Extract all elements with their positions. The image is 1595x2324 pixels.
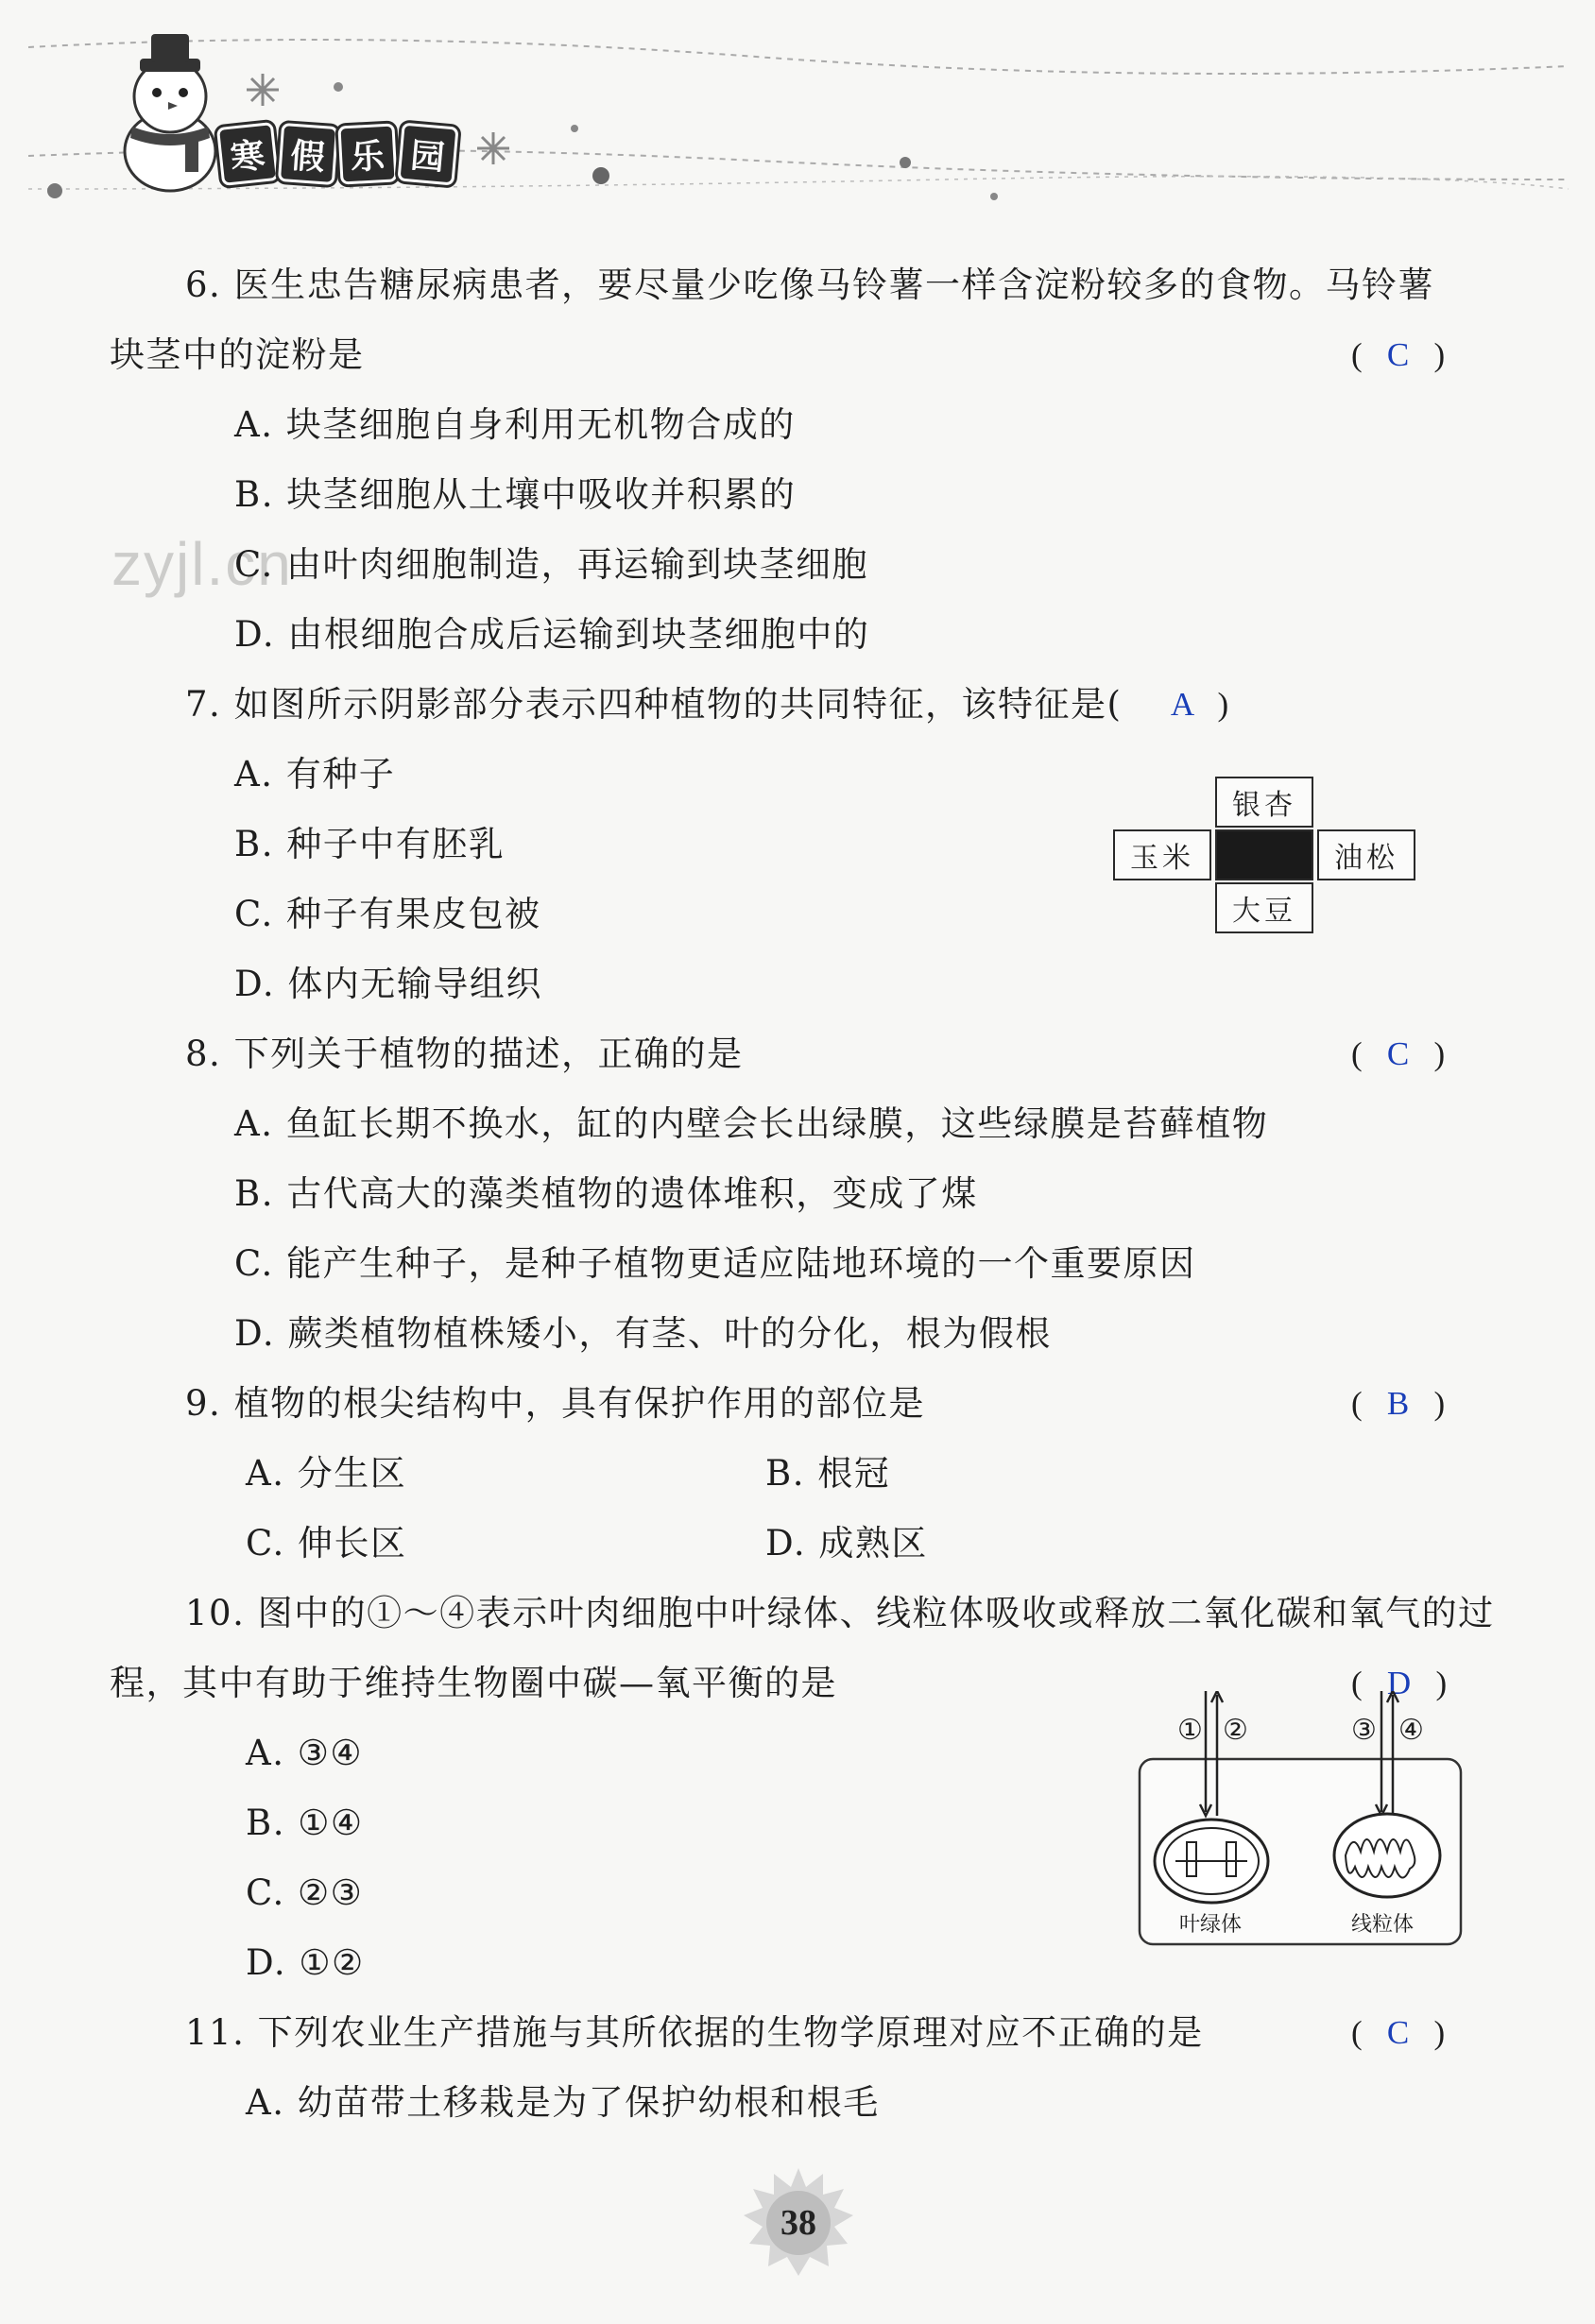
- organelle-diagram: [1138, 1691, 1463, 1956]
- question-8-answer: ( C ): [1351, 1035, 1446, 1072]
- option: D. 成熟区: [765, 1523, 928, 1564]
- question-10-stem: 10. 图中的①～④表示叶肉细胞中叶绿体、线粒体吸收或释放二氧化碳和氧气的过: [185, 1593, 1495, 1633]
- option: B. 块茎细胞从土壤中吸收并积累的: [234, 474, 797, 515]
- option: A. 幼苗带土移栽是为了保护幼根和根毛: [246, 2082, 880, 2123]
- option: B. 种子中有胚乳: [234, 824, 506, 864]
- cell-right: 油松: [1317, 829, 1415, 880]
- option: C. ②③: [246, 1872, 364, 1913]
- option: A. 分生区: [246, 1453, 407, 1494]
- question-7-answer: A ): [1170, 686, 1229, 723]
- option: A. 块茎细胞自身利用无机物合成的: [234, 404, 796, 445]
- banner-char: 乐: [337, 123, 397, 184]
- arrow-label: ③: [1351, 1714, 1377, 1747]
- banner-title: [219, 121, 455, 187]
- header-decoration: [0, 0, 1595, 227]
- page-number: 38: [780, 2203, 816, 2243]
- plant-cross-diagram: [1113, 777, 1423, 935]
- banner-char: 园: [397, 123, 458, 186]
- snowman-icon: [125, 34, 215, 191]
- answer-letter: C: [1386, 2014, 1410, 2051]
- option: A. 有种子: [234, 754, 396, 795]
- question-7-stem: 7. 如图所示阴影部分表示四种植物的共同特征，该特征是(: [185, 684, 1123, 725]
- cell-bottom: 大豆: [1215, 882, 1313, 933]
- option: C. 由叶肉细胞制造，再运输到块茎细胞: [234, 544, 869, 585]
- banner-char: 寒: [216, 122, 279, 186]
- answer-letter: C: [1386, 336, 1410, 373]
- option: B. 古代高大的藻类植物的遗体堆积，变成了煤: [234, 1173, 978, 1214]
- option: A. ③④: [246, 1733, 364, 1773]
- option: D. ①②: [246, 1942, 365, 1983]
- question-11-answer: ( C ): [1351, 2014, 1446, 2051]
- arrow-label: ①: [1177, 1714, 1203, 1747]
- question-10-stem-cont: 程，其中有助于维持生物圈中碳—氧平衡的是: [110, 1663, 837, 1703]
- option: D. 体内无输导组织: [234, 964, 542, 1004]
- option: B. 根冠: [765, 1453, 891, 1494]
- watermark: zyjl.cn: [111, 530, 293, 598]
- question-6-answer: ( C ): [1351, 336, 1446, 373]
- option: A. 鱼缸长期不换水，缸的内壁会长出绿膜，这些绿膜是苔藓植物: [234, 1103, 1269, 1144]
- cell-shaded-center: [1215, 829, 1313, 880]
- option: C. 种子有果皮包被: [234, 894, 541, 934]
- question-10-answer: ( D ): [1351, 1665, 1448, 1701]
- banner-char: 假: [277, 123, 337, 185]
- question-11-stem: 11. 下列农业生产措施与其所依据的生物学原理对应不正确的是: [185, 2012, 1204, 2053]
- option: D. 由根细胞合成后运输到块茎细胞中的: [234, 614, 870, 655]
- chloroplast-caption: 叶绿体: [1179, 1913, 1243, 1937]
- option: D. 蕨类植物植株矮小，有茎、叶的分化，根为假根: [234, 1313, 1052, 1354]
- page-header: [0, 0, 1595, 227]
- question-6-stem: 6. 医生忠告糖尿病患者，要尽量少吃像马铃薯一样含淀粉较多的食物。马铃薯: [185, 265, 1435, 305]
- mitochondrion-caption: 线粒体: [1351, 1913, 1415, 1937]
- question-9-answer: ( B ): [1351, 1385, 1446, 1422]
- option: C. 伸长区: [246, 1523, 407, 1564]
- answer-letter: A: [1170, 686, 1193, 723]
- arrow-label: ②: [1223, 1714, 1248, 1747]
- question-9-stem: 9. 植物的根尖结构中，具有保护作用的部位是: [185, 1383, 926, 1424]
- option: C. 能产生种子，是种子植物更适应陆地环境的一个重要原因: [234, 1243, 1196, 1284]
- snowflake-icon: [247, 74, 279, 106]
- answer-letter: C: [1386, 1035, 1410, 1072]
- answer-letter: D: [1386, 1665, 1412, 1701]
- option: B. ①④: [246, 1803, 364, 1843]
- answer-letter: B: [1386, 1385, 1410, 1422]
- question-6-stem-cont: 块茎中的淀粉是: [110, 334, 365, 375]
- cell-top: 银杏: [1215, 777, 1313, 828]
- question-8-stem: 8. 下列关于植物的描述，正确的是: [185, 1034, 744, 1074]
- cell-left: 玉米: [1113, 829, 1211, 880]
- arrow-label: ④: [1398, 1714, 1424, 1747]
- snowflake-icon: [477, 132, 509, 164]
